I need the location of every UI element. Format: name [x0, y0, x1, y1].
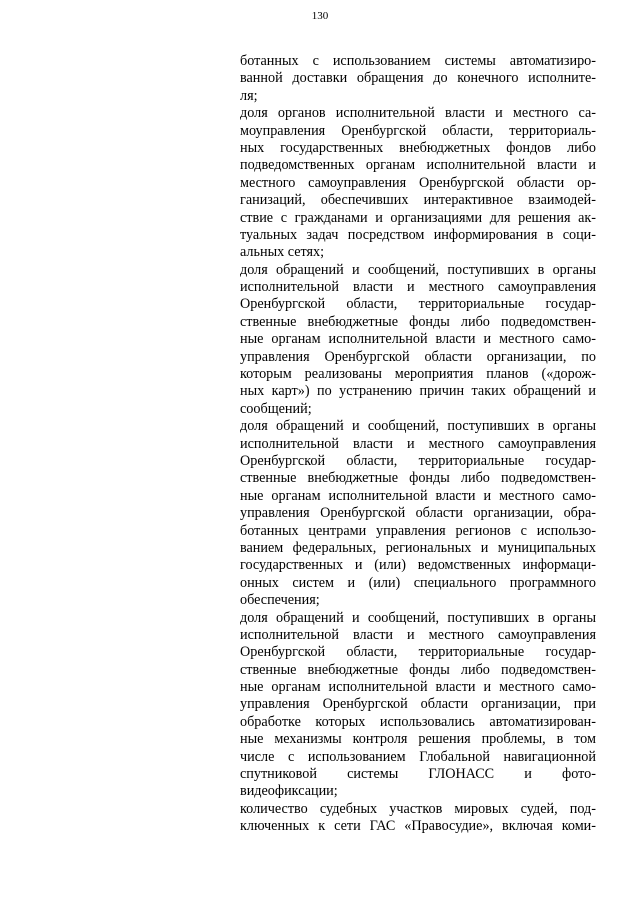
text-line: которым реализованы мероприятия планов («дорож-: [240, 366, 596, 383]
text-line: числе с использованием Глобальной навигационной: [240, 748, 596, 765]
text-line: обработке которых использовались автоматизирован-: [240, 713, 596, 730]
text-line: моуправления Оренбургской области, территориаль-: [240, 122, 596, 139]
text-line: количество судебных участков мировых судей, под-: [240, 800, 596, 817]
text-line: ванием федеральных, региональных и муниципальных: [240, 539, 596, 556]
text-line: туальных задач посредством информирования в соци-: [240, 226, 596, 243]
text-line: исполнительной власти и местного самоуправления: [240, 435, 596, 452]
text-line: ключенных к сети ГАС «Правосудие», включая коми-: [240, 818, 596, 835]
text-line: доля органов исполнительной власти и местного са-: [240, 105, 596, 122]
text-line: местного самоуправления Оренбургской области ор-: [240, 174, 596, 191]
text-line: обеспечения;: [240, 592, 320, 609]
page-number: 130: [311, 10, 329, 22]
text-line: доля обращений и сообщений, поступивших в органы: [240, 609, 596, 626]
body-text: [240, 53, 596, 836]
text-line: доля обращений и сообщений, поступивших в органы: [240, 261, 596, 278]
text-line: государственных и (или) ведомственных информаци-: [240, 557, 596, 574]
text-line: ственные внебюджетные фонды либо подведомствен-: [240, 470, 596, 487]
text-line: ных государственных внебюджетных фондов либо: [240, 139, 596, 156]
text-line: управления Оренбургской области организации, обра-: [240, 505, 596, 522]
text-line: сообщений;: [240, 400, 312, 417]
text-line: ных карт») по устранению причин таких обращений и: [240, 383, 596, 400]
text-line: ные органам исполнительной власти и местного само-: [240, 679, 596, 696]
text-line: Оренбургской области, территориальные государ-: [240, 644, 596, 661]
text-line: подведомственных органам исполнительной власти и: [240, 157, 596, 174]
text-line: ля;: [240, 87, 258, 104]
text-line: Оренбургской области, территориальные государ-: [240, 452, 596, 469]
text-line: видеофиксации;: [240, 783, 338, 800]
text-line: ванной доставки обращения до конечного исполните-: [240, 70, 596, 87]
text-line: Оренбургской области, территориальные государ-: [240, 296, 596, 313]
text-line: ственные внебюджетные фонды либо подведомствен-: [240, 661, 596, 678]
text-line: альных сетях;: [240, 244, 325, 261]
text-line: спутниковой системы ГЛОНАСС и фото-: [240, 766, 596, 783]
text-line: ственные внебюджетные фонды либо подведомствен-: [240, 313, 596, 330]
text-line: ные органам исполнительной власти и местного само-: [240, 331, 596, 348]
text-line: ные органам исполнительной власти и местного само-: [240, 487, 596, 504]
text-line: управления Оренбургской области организации, по: [240, 348, 596, 365]
text-line: ствие с гражданами и организациями для решения ак-: [240, 209, 596, 226]
text-line: исполнительной власти и местного самоуправления: [240, 279, 596, 296]
text-line: ганизаций, обеспечивших интерактивное взаимодей-: [240, 192, 596, 209]
text-line: ботанных центрами управления регионов с использо-: [240, 522, 596, 539]
text-line: ные механизмы контроля решения проблемы, в том: [240, 731, 596, 748]
text-line: ботанных с использованием системы автоматизиро-: [240, 53, 596, 69]
text-line: исполнительной власти и местного самоуправления: [240, 626, 596, 643]
text-line: доля обращений и сообщений, поступивших в органы: [240, 418, 596, 435]
text-line: управления Оренбургской области организации, при: [240, 696, 596, 713]
text-line: онных систем и (или) специального программного: [240, 574, 596, 591]
